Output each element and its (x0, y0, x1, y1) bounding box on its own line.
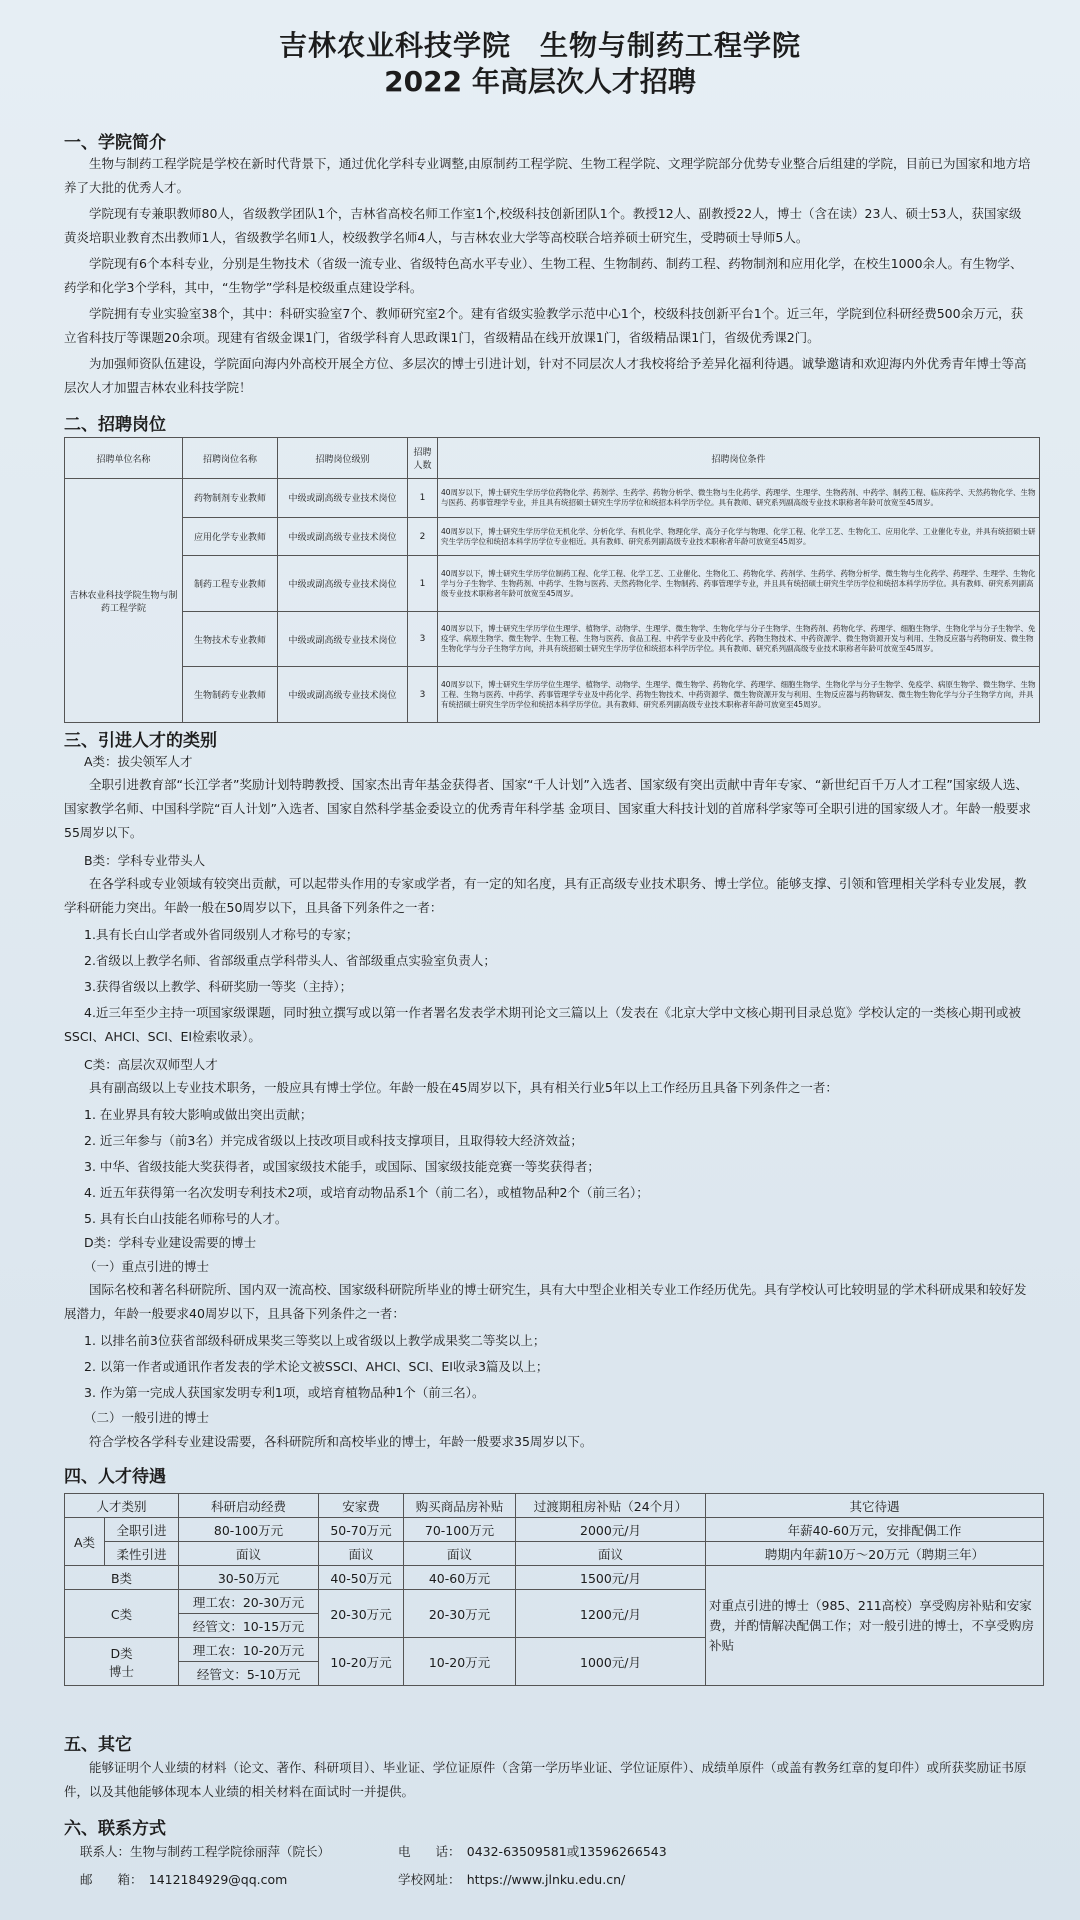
value-cell: 40-50万元 (319, 1566, 404, 1590)
category-d-title: D类：学科专业建设需要的博士 (84, 1235, 257, 1250)
page-subtitle: 2022 年高层次人才招聘 (384, 65, 696, 98)
contact-phone: 电 话： 0432-63509581或13596266543 (398, 1844, 667, 1859)
category-a-text: 全职引进教育部“长江学者”奖励计划特聘教授、国家杰出青年基金获得者、国家“千人计划”入选者、国家级有突出贡献中青年专家、“新世纪百千万人才工程”国家级人选、国家教学名师、中国科学院“百人计划”入选者、国家自然科学基金委设立的优秀青年科学基 金项目、国家重大科技计划的首席科学家等可全职引进的国家级人才。年龄一般要求55周岁以下。 (64, 777, 1031, 840)
school-website[interactable]: 学校网址： https://www.jlnku.edu.cn/ (398, 1872, 626, 1887)
position-level: 中级或副高级专业技术岗位 (278, 479, 408, 518)
table-header: 购买商品房补贴 (404, 1494, 516, 1518)
position-requirements: 40周岁以下，博士研究生学历学位生理学、植物学、动物学、生理学、微生物学、生物化学与分子生物学、生物药剂、药物化学、药理学、细胞生物学、生物化学与分子生物学、免疫学、病原生物学、微生物学、生物工程、生物与医药、食品工程、中药学专业及中药化学、药物生物技术、中药资源学、微生物资源开发与利用、生物反应器与药物研发、微生物生物化学与分子生物学方向，并具有统招硕士研究生学历学位和统招本科学历学位。具有教师、研究系列副高级专业技术职称者年龄可放宽至45周岁。 (438, 611, 1040, 667)
table-header: 安家费 (319, 1494, 404, 1518)
position-requirements: 40周岁以下，博士研究生学历学位药物化学、药剂学、生药学、药物分析学、微生物与生化药学、药理学、生理学、生物药剂、中药学、制药工程、临床药学、天然药物化学、生物与医药、药事管理学专业，并且具有统招硕士研究生学历学位和统招本科学历学位。具有教师、研究系列副高级专业技术职称者年龄可放宽至45周岁。 (438, 479, 1040, 518)
value-cell: 10-20万元 (319, 1638, 404, 1686)
section-heading-benefits: 四、人才待遇 (64, 1467, 166, 1487)
position-count: 1 (408, 479, 438, 518)
contact-email[interactable]: 邮 箱： 1412184929@qq.com (80, 1872, 288, 1887)
category-c-item: 1. 在业界具有较大影响或做出突出贡献； (84, 1107, 313, 1122)
page-title: 吉林农业科技学院 生物与制药工程学院 (278, 29, 801, 62)
value-cell: 10-20万元 (404, 1638, 516, 1686)
table-row (65, 1518, 1044, 1542)
position-level: 中级或副高级专业技术岗位 (278, 667, 408, 723)
category-c-item: 4. 近五年获得第一名次发明专利技术2项，或培育动物品系1个（前二名），或植物品种2个（前三名）； (84, 1185, 649, 1200)
position-count: 1 (408, 556, 438, 612)
value-cell: 50-70万元 (319, 1518, 404, 1542)
value-cell: 理工农：10-20万元 (179, 1638, 319, 1662)
table-row (65, 1542, 1044, 1566)
table-header: 过渡期租房补贴（24个月） (516, 1494, 706, 1518)
position-count: 3 (408, 667, 438, 723)
value-cell: 年薪40-60万元，安排配偶工作 (706, 1518, 1044, 1542)
value-cell: 1500元/月 (516, 1566, 706, 1590)
type-cell: 全职引进 (105, 1518, 179, 1542)
position-level: 中级或副高级专业技术岗位 (278, 556, 408, 612)
category-c-text: 具有副高级以上专业技术职务，一般应具有博士学位。年龄一般在45周岁以下，具有相关行业5年以上工作经历且具备下列条件之一者： (89, 1080, 838, 1095)
value-cell: 70-100万元 (404, 1518, 516, 1542)
category-cell: A类 (65, 1518, 105, 1566)
category-cell (65, 1638, 179, 1686)
position-level: 中级或副高级专业技术岗位 (278, 517, 408, 556)
intro-paragraph: 生物与制药工程学院是学校在新时代背景下，通过优化学科专业调整,由原制药工程学院、生物工程学院、文理学院部分优势专业整合后组建的学院，目前已为国家和地方培养了大批的优秀人才。 (64, 156, 1031, 195)
value-cell: 聘期内年薪10万～20万元（聘期三年） (706, 1542, 1044, 1566)
category-d1-item: 3. 作为第一完成人获国家发明专利1项，或培育植物品种1个（前三名）。 (84, 1385, 485, 1400)
category-d2-text: 符合学校各学科专业建设需要，各科研院所和高校毕业的博士，年龄一般要求35周岁以下。 (89, 1434, 593, 1449)
section-heading-positions: 二、招聘岗位 (64, 415, 166, 435)
value-cell: 40-60万元 (404, 1566, 516, 1590)
category-b-text: 在各学科或专业领域有较突出贡献，可以起带头作用的专家或学者，有一定的知名度，具有正高级专业技术职务、博士学位。能够支撑、引领和管理相关学科专业发展，教学科研能力突出。年龄一般在50周岁以下，且具备下列条件之一者： (64, 876, 1027, 915)
category-cell: B类 (65, 1566, 179, 1590)
position-requirements: 40周岁以下，博士研究生学历学位无机化学、分析化学、有机化学、物理化学、高分子化学与物理、化学工程、化学工艺、生物化工、应用化学、工业催化专业，并具有统招硕士研究生学历学位和统招本科学历学位专业相近。具有教师、研究系列副高级专业技术职称者年龄可放宽至45周岁。 (438, 517, 1040, 556)
category-c-title: C类：高层次双师型人才 (84, 1057, 218, 1072)
value-cell: 面议 (179, 1542, 319, 1566)
value-cell: 面议 (319, 1542, 404, 1566)
section-heading-intro: 一、学院简介 (64, 133, 166, 153)
value-cell: 20-30万元 (404, 1590, 516, 1638)
other-text: 能够证明个人业绩的材料（论文、著作、科研项目）、毕业证、学位证原件（含第一学历毕业证、学位证原件）、成绩单原件（或盖有教务红章的复印件）或所获奖励证书原件，以及其他能够体现本人业绩的相关材料在面试时一并提供。 (64, 1760, 1027, 1799)
category-a-title: A类：拔尖领军人才 (84, 754, 193, 769)
category-c-item: 2. 近三年参与（前3名）并完成省级以上技改项目或科技支撑项目，且取得较大经济效益； (84, 1133, 583, 1148)
section-heading-contact: 六、联系方式 (64, 1819, 166, 1839)
table-header: 招聘人数 (408, 438, 438, 479)
intro-paragraph: 为加强师资队伍建设，学院面向海内外高校开展全方位、多层次的博士引进计划，针对不同层次人才我校将给予差异化福利待遇。诚挚邀请和欢迎海内外优秀青年博士等高层次人才加盟吉林农业科技学院！ (64, 356, 1027, 395)
contact-person: 联系人：生物与制药工程学院徐丽萍（院长） (80, 1844, 331, 1859)
table-row (65, 479, 1040, 518)
category-d2-title: （二）一般引进的博士 (84, 1410, 210, 1425)
value-cell: 面议 (404, 1542, 516, 1566)
table-row (65, 556, 1040, 612)
table-header: 招聘岗位条件 (438, 438, 1040, 479)
category-b-item: 4.近三年至少主持一项国家级课题，同时独立撰写或以第一作者署名发表学术期刊论文三篇以上（发表在《北京大学中文核心期刊目录总览》学校认定的一类核心期刊或被SSCI、AHCI、SCI、EI检索收录）。 (64, 1005, 1021, 1044)
table-row (65, 1566, 1044, 1590)
position-name: 应用化学专业教师 (183, 517, 278, 556)
section-heading-categories: 三、引进人才的类别 (64, 731, 217, 751)
table-row (65, 667, 1040, 723)
value-cell: 20-30万元 (319, 1590, 404, 1638)
category-d1-item: 1. 以排名前3位获省部级科研成果奖三等奖以上或省级以上教学成果奖二等奖以上； (84, 1333, 546, 1348)
value-cell: 理工农：20-30万元 (179, 1590, 319, 1614)
category-b-title: B类：学科专业带头人 (84, 853, 206, 868)
table-header: 招聘岗位级别 (278, 438, 408, 479)
table-header: 其它待遇 (706, 1494, 1044, 1518)
benefits-table (64, 1493, 1044, 1686)
category-label: D类 (110, 1645, 133, 1661)
value-cell: 1200元/月 (516, 1590, 706, 1638)
table-header: 科研启动经费 (179, 1494, 319, 1518)
intro-paragraph: 学院拥有专业实验室38个，其中：科研实验室7个、教师研究室2个。建有省级实验教学示范中心1个，校级科技创新平台1个。近三年，学院到位科研经费500余万元，获立省科技厅等课题20余项。现建有省级金课1门，省级学科育人思政课1门，省级精品在线开放课1门，省级精品课1门，省级优秀课2门。 (64, 306, 1024, 345)
type-cell: 柔性引进 (105, 1542, 179, 1566)
intro-paragraph: 学院现有专兼职教师80人，省级教学团队1个，吉林省高校名师工作室1个,校级科技创新团队1个。教授12人、副教授22人，博士（含在读）23人、硕士53人，获国家级黄炎培职业教育杰出教师1人，省级教学名师1人，校级教学名师4人，与吉林农业大学等高校联合培养硕士研究生，受聘硕士导师5人。 (64, 206, 1022, 245)
table-header: 招聘岗位名称 (183, 438, 278, 479)
category-label: 博士 (109, 1663, 135, 1679)
position-level: 中级或副高级专业技术岗位 (278, 611, 408, 667)
category-c-item: 5. 具有长白山技能名师称号的人才。 (84, 1211, 288, 1226)
table-header-row (65, 438, 1040, 479)
position-name: 生物制药专业教师 (183, 667, 278, 723)
unit-name: 吉林农业科技学院生物与制药工程学院 (65, 479, 183, 723)
value-cell: 2000元/月 (516, 1518, 706, 1542)
table-header: 人才类别 (65, 1494, 179, 1518)
table-row (65, 611, 1040, 667)
table-row (65, 517, 1040, 556)
category-b-item: 1.具有长白山学者或外省同级别人才称号的专家； (84, 927, 359, 942)
category-d1-item: 2. 以第一作者或通讯作者发表的学术论文被SSCI、AHCI、SCI、EI收录3篇及以上； (84, 1359, 549, 1374)
section-heading-other: 五、其它 (64, 1735, 132, 1755)
position-count: 2 (408, 517, 438, 556)
category-b-item: 2.省级以上教学名师、省部级重点学科带头人、省部级重点实验室负责人； (84, 953, 496, 968)
position-name: 药物制剂专业教师 (183, 479, 278, 518)
value-cell: 经管文：5-10万元 (179, 1662, 319, 1686)
category-b-item: 3.获得省级以上教学、科研奖励一等奖（主持）； (84, 979, 353, 994)
position-requirements: 40周岁以下，博士研究生学历学位生理学、植物学、动物学、生理学、微生物学、药物化学、药理学、细胞生物学、生物化学与分子生物学、免疫学、病原生物学、微生物学、生物工程、生物与医药、中药学、药事管理学专业及中药化学、药物生物技术、中药资源学、微生物资源开发与利用、生物反应器与药物研发、微生物生物化学与分子生物学方向，并具有统招硕士研究生学历学位和统招本科学历学位。具有教师、研究系列副高级专业技术职称者年龄可放宽至45周岁。 (438, 667, 1040, 723)
position-requirements: 40周岁以下，博士研究生学历学位制药工程、化学工程、化学工艺、工业催化、生物化工、药物化学、药剂学、生药学、药物分析学、微生物与生化药学、药理学、生理学、生物化学与分子生物学、生物药剂、中药学、生物与医药、天然药物化学、生物制药、药事管理学专业，并且具有统招硕士研究生学历学位和统招本科学历学位。具有教师、研究系列副高级专业技术职称者年龄可放宽至45周岁。 (438, 556, 1040, 612)
category-d1-text: 国际名校和著名科研院所、国内双一流高校、国家级科研院所毕业的博士研究生，具有大中型企业相关专业工作经历优先。具有学校认可比较明显的学术科研成果和较好发展潜力，年龄一般要求40周岁以下，且具备下列条件之一者： (64, 1282, 1027, 1321)
intro-paragraph: 学院现有6个本科专业，分别是生物技术（省级一流专业、省级特色高水平专业）、生物工程、生物制药、制药工程、药物制剂和应用化学，在校生1000余人。有生物学、药学和化学3个学科，其中，“生物学”学科是校级重点建设学科。 (64, 256, 1023, 295)
value-cell: 经管文：10-15万元 (179, 1614, 319, 1638)
position-name: 生物技术专业教师 (183, 611, 278, 667)
value-cell: 面议 (516, 1542, 706, 1566)
other-benefits-cell: 对重点引进的博士（985、211高校）享受购房补贴和安家费，并酌情解决配偶工作；对一般引进的博士，不享受购房补贴 (706, 1566, 1044, 1686)
value-cell: 30-50万元 (179, 1566, 319, 1590)
value-cell: 1000元/月 (516, 1638, 706, 1686)
positions-table (64, 437, 1040, 723)
value-cell: 80-100万元 (179, 1518, 319, 1542)
position-name: 制药工程专业教师 (183, 556, 278, 612)
position-count: 3 (408, 611, 438, 667)
table-header: 招聘单位名称 (65, 438, 183, 479)
table-header-row (65, 1494, 1044, 1518)
category-d1-title: （一）重点引进的博士 (84, 1259, 210, 1274)
category-cell: C类 (65, 1590, 179, 1638)
category-c-item: 3. 中华、省级技能大奖获得者，或国家级技术能手，或国际、国家级技能竞赛一等奖获得者； (84, 1159, 600, 1174)
